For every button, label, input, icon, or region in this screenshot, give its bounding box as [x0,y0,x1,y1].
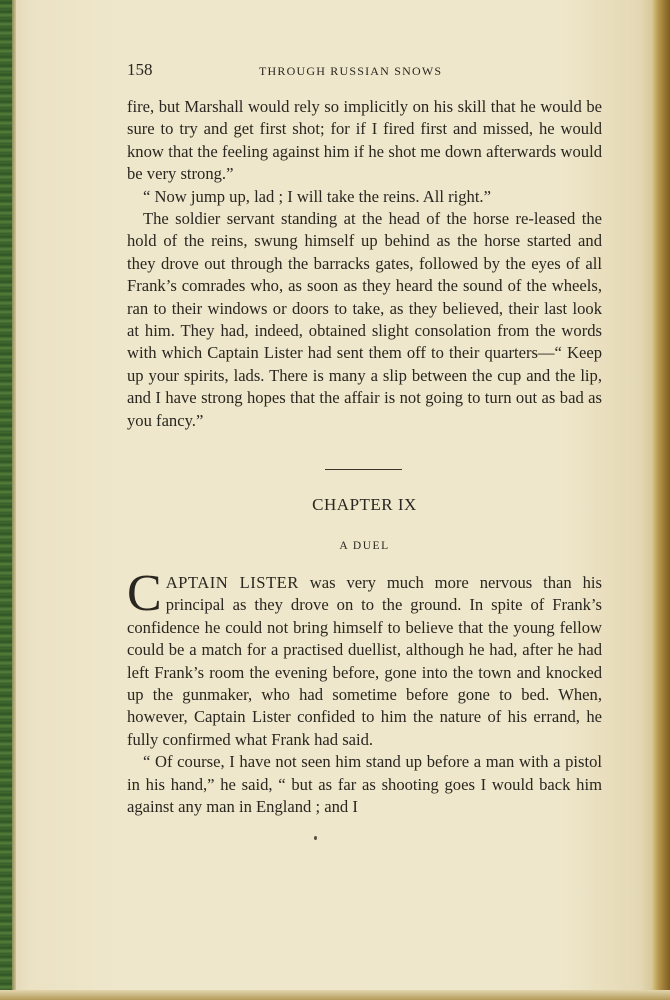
chapter-subtitle: A DUEL [339,540,390,552]
opening-small-caps: APTAIN LISTER [165,573,299,592]
opening-paragraph-text: was very much more nervous than his principal as they drove on to the ground. In spite of Frank’s confidence he could not bring himself to believe that the young fellow could be a match for a practised duellist, although he had, after he had left Frank’s room the evening before, gone into the town and knocked up the gunmaker, who had sometime before gone to bed. When, however, Captain Lister confided to him the nature of his errand, he fully confirmed what Frank had said. [127,573,602,749]
section-divider [325,469,402,470]
running-head: THROUGH RUSSIAN SNOWS [259,64,443,78]
page-number: 158 [127,60,153,79]
drop-cap: C [127,565,162,622]
spine-edge [12,0,16,1000]
paragraph-continuation: fire, but Marshall would rely so implicitly on his skill that he would be sure to try and get first shot; for if I fired first and missed, he would know that the feeling against him if he shot me down afterwards would be very strong.” [127,97,602,184]
chapter-heading: CHAPTER IX [312,495,417,514]
chapter-opening-paragraph [127,565,602,751]
page-header [127,60,602,84]
paragraph-dialogue: “ Now jump up, lad ; I will take the reins. All right.” [143,186,491,206]
page-bottom-edge [0,990,670,1000]
text-block-chapter [127,565,602,818]
paragraph-dialogue: “ Of course, I have not seen him stand up before a man with a pistol in his hand,” he said, “ but as far as shooting goes I would back him against any man in England ; and I [127,752,602,817]
text-block-top [127,96,602,432]
page-fore-edge [652,0,670,1000]
book-spine [0,0,12,1000]
paragraph-narrative: The soldier servant standing at the head of the horse re-leased the hold of the reins, swung himself up behind as the horse started and they drove out through the barracks gates, followed by the eyes of all Frank’s comrades who, as soon as they heard the sound of the wheels, ran to their windows or doors to take, as they believed, their last look at him. They had, indeed, obtained slight consolation from the words with which Captain Lister had sent them off to their quarters—“ Keep up your spirits, lads. There is many a slip between the cup and the lip, and I have strong hopes that the affair is not going to turn out as bad as you fancy.” [127,209,602,430]
ink-speck [314,836,317,840]
